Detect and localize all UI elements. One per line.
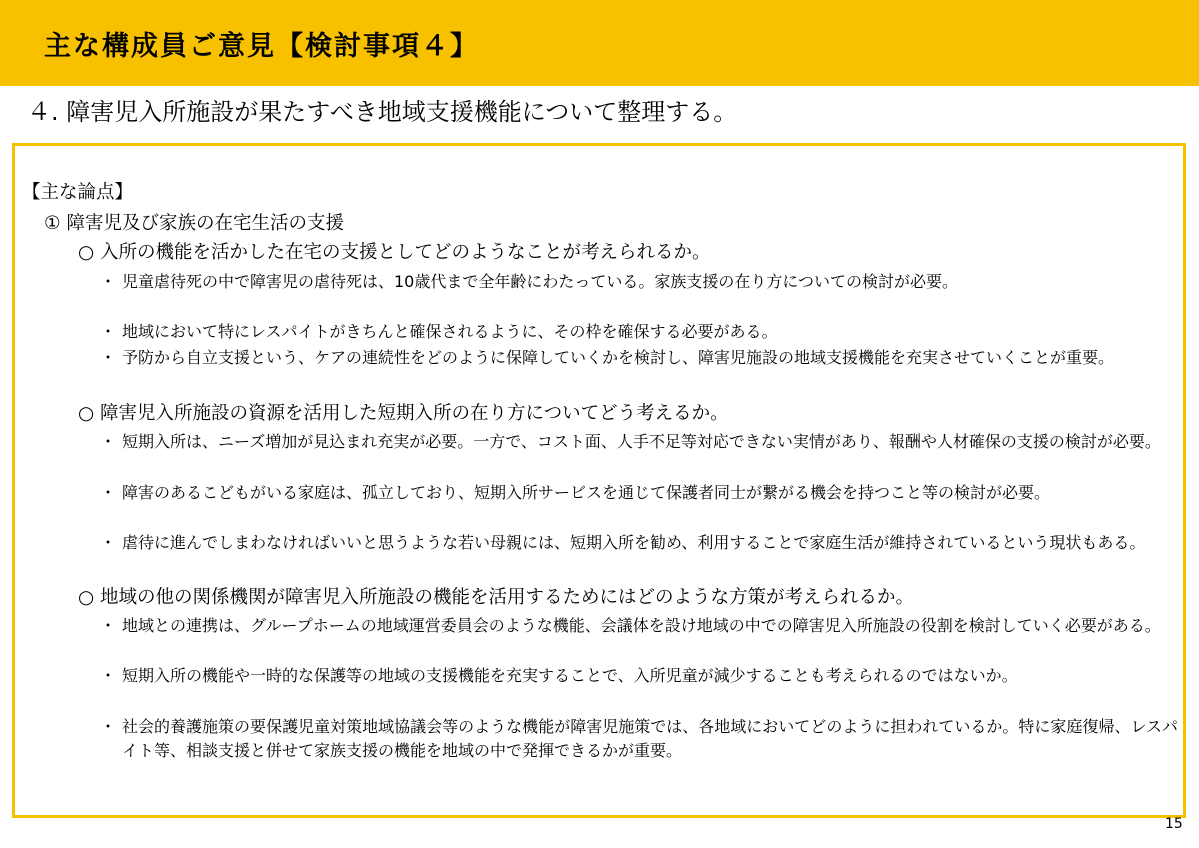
list-item-text: 短期入所の機能や一時的な保護等の地域の支援機能を充実することで、入所児童が減少することも考えられるのではないか。: [122, 666, 1018, 685]
bullet-marker: ・: [100, 272, 117, 291]
bullet-marker: ・: [100, 432, 117, 451]
bullet-marker: ・: [100, 322, 117, 341]
topic-heading: ① 障害児及び家族の在宅生活の支援: [44, 213, 344, 234]
page-number: 15: [1165, 816, 1183, 832]
list-item: [100, 715, 1178, 763]
bullet-marker: ・: [100, 348, 117, 367]
bullet-marker: ・: [100, 483, 117, 502]
list-item-text: 地域において特にレスパイトがきちんと確保されるように、その枠を確保する必要がある。: [122, 322, 778, 341]
list-item: [100, 664, 1178, 688]
main-points-heading: 【主な論点】: [22, 182, 134, 203]
list-item-text: 児童虐待死の中で障害児の虐待死は、10歳代まで全年齢にわたっている。家族支援の在り方についての検討が必要。: [122, 272, 959, 291]
list-item-text: 社会的養護施策の要保護児童対策地域協議会等のような機能が障害児施策では、各地域においてどのように担われているか。特に家庭復帰、レスパイト等、相談支援と併せて家族支援の機能を地域の中で発揮できるかが重要。: [122, 717, 1178, 760]
list-item: [100, 531, 1178, 555]
bullet-marker: ・: [100, 616, 117, 635]
bullet-marker: ・: [100, 666, 117, 685]
list-item: [100, 614, 1178, 638]
page-title: 主な構成員ご意見【検討事項４】: [44, 31, 479, 62]
page-subtitle: ４. 障害児入所施設が果たすべき地域支援機能について整理する。: [27, 98, 738, 126]
question-2: ○ 障害児入所施設の資源を活用した短期入所の在り方についてどう考えるか。: [78, 403, 729, 424]
list-item-text: 予防から自立支援という、ケアの連続性をどのように保障していくかを検討し、障害児施設の地域支援機能を充実させていくことが重要。: [122, 348, 1115, 367]
list-item: [100, 320, 1178, 344]
question-3: ○ 地域の他の関係機関が障害児入所施設の機能を活用するためにはどのような方策が考えられるか。: [78, 587, 915, 608]
list-item: [100, 270, 1178, 294]
question-1: ○ 入所の機能を活かした在宅の支援としてどのようなことが考えられるか。: [78, 242, 711, 263]
list-item-text: 短期入所は、ニーズ増加が見込まれ充実が必要。一方で、コスト面、人手不足等対応できない実情があり、報酬や人材確保の支援の検討が必要。: [122, 432, 1161, 451]
list-item-text: 障害のあるこどもがいる家庭は、孤立しており、短期入所サービスを通じて保護者同士が繋がる機会を持つこと等の検討が必要。: [122, 483, 1051, 502]
bullet-marker: ・: [100, 717, 117, 736]
list-item: [100, 346, 1178, 370]
list-item: [100, 430, 1178, 454]
list-item-text: 地域との連携は、グループホームの地域運営委員会のような機能、会議体を設け地域の中での障害児入所施設の役割を検討していく必要がある。: [122, 616, 1161, 635]
list-item: [100, 481, 1178, 505]
list-item-text: 虐待に進んでしまわなければいいと思うような若い母親には、短期入所を勧め、利用することで家庭生活が維持されているという現状もある。: [122, 533, 1146, 552]
bullet-marker: ・: [100, 533, 117, 552]
